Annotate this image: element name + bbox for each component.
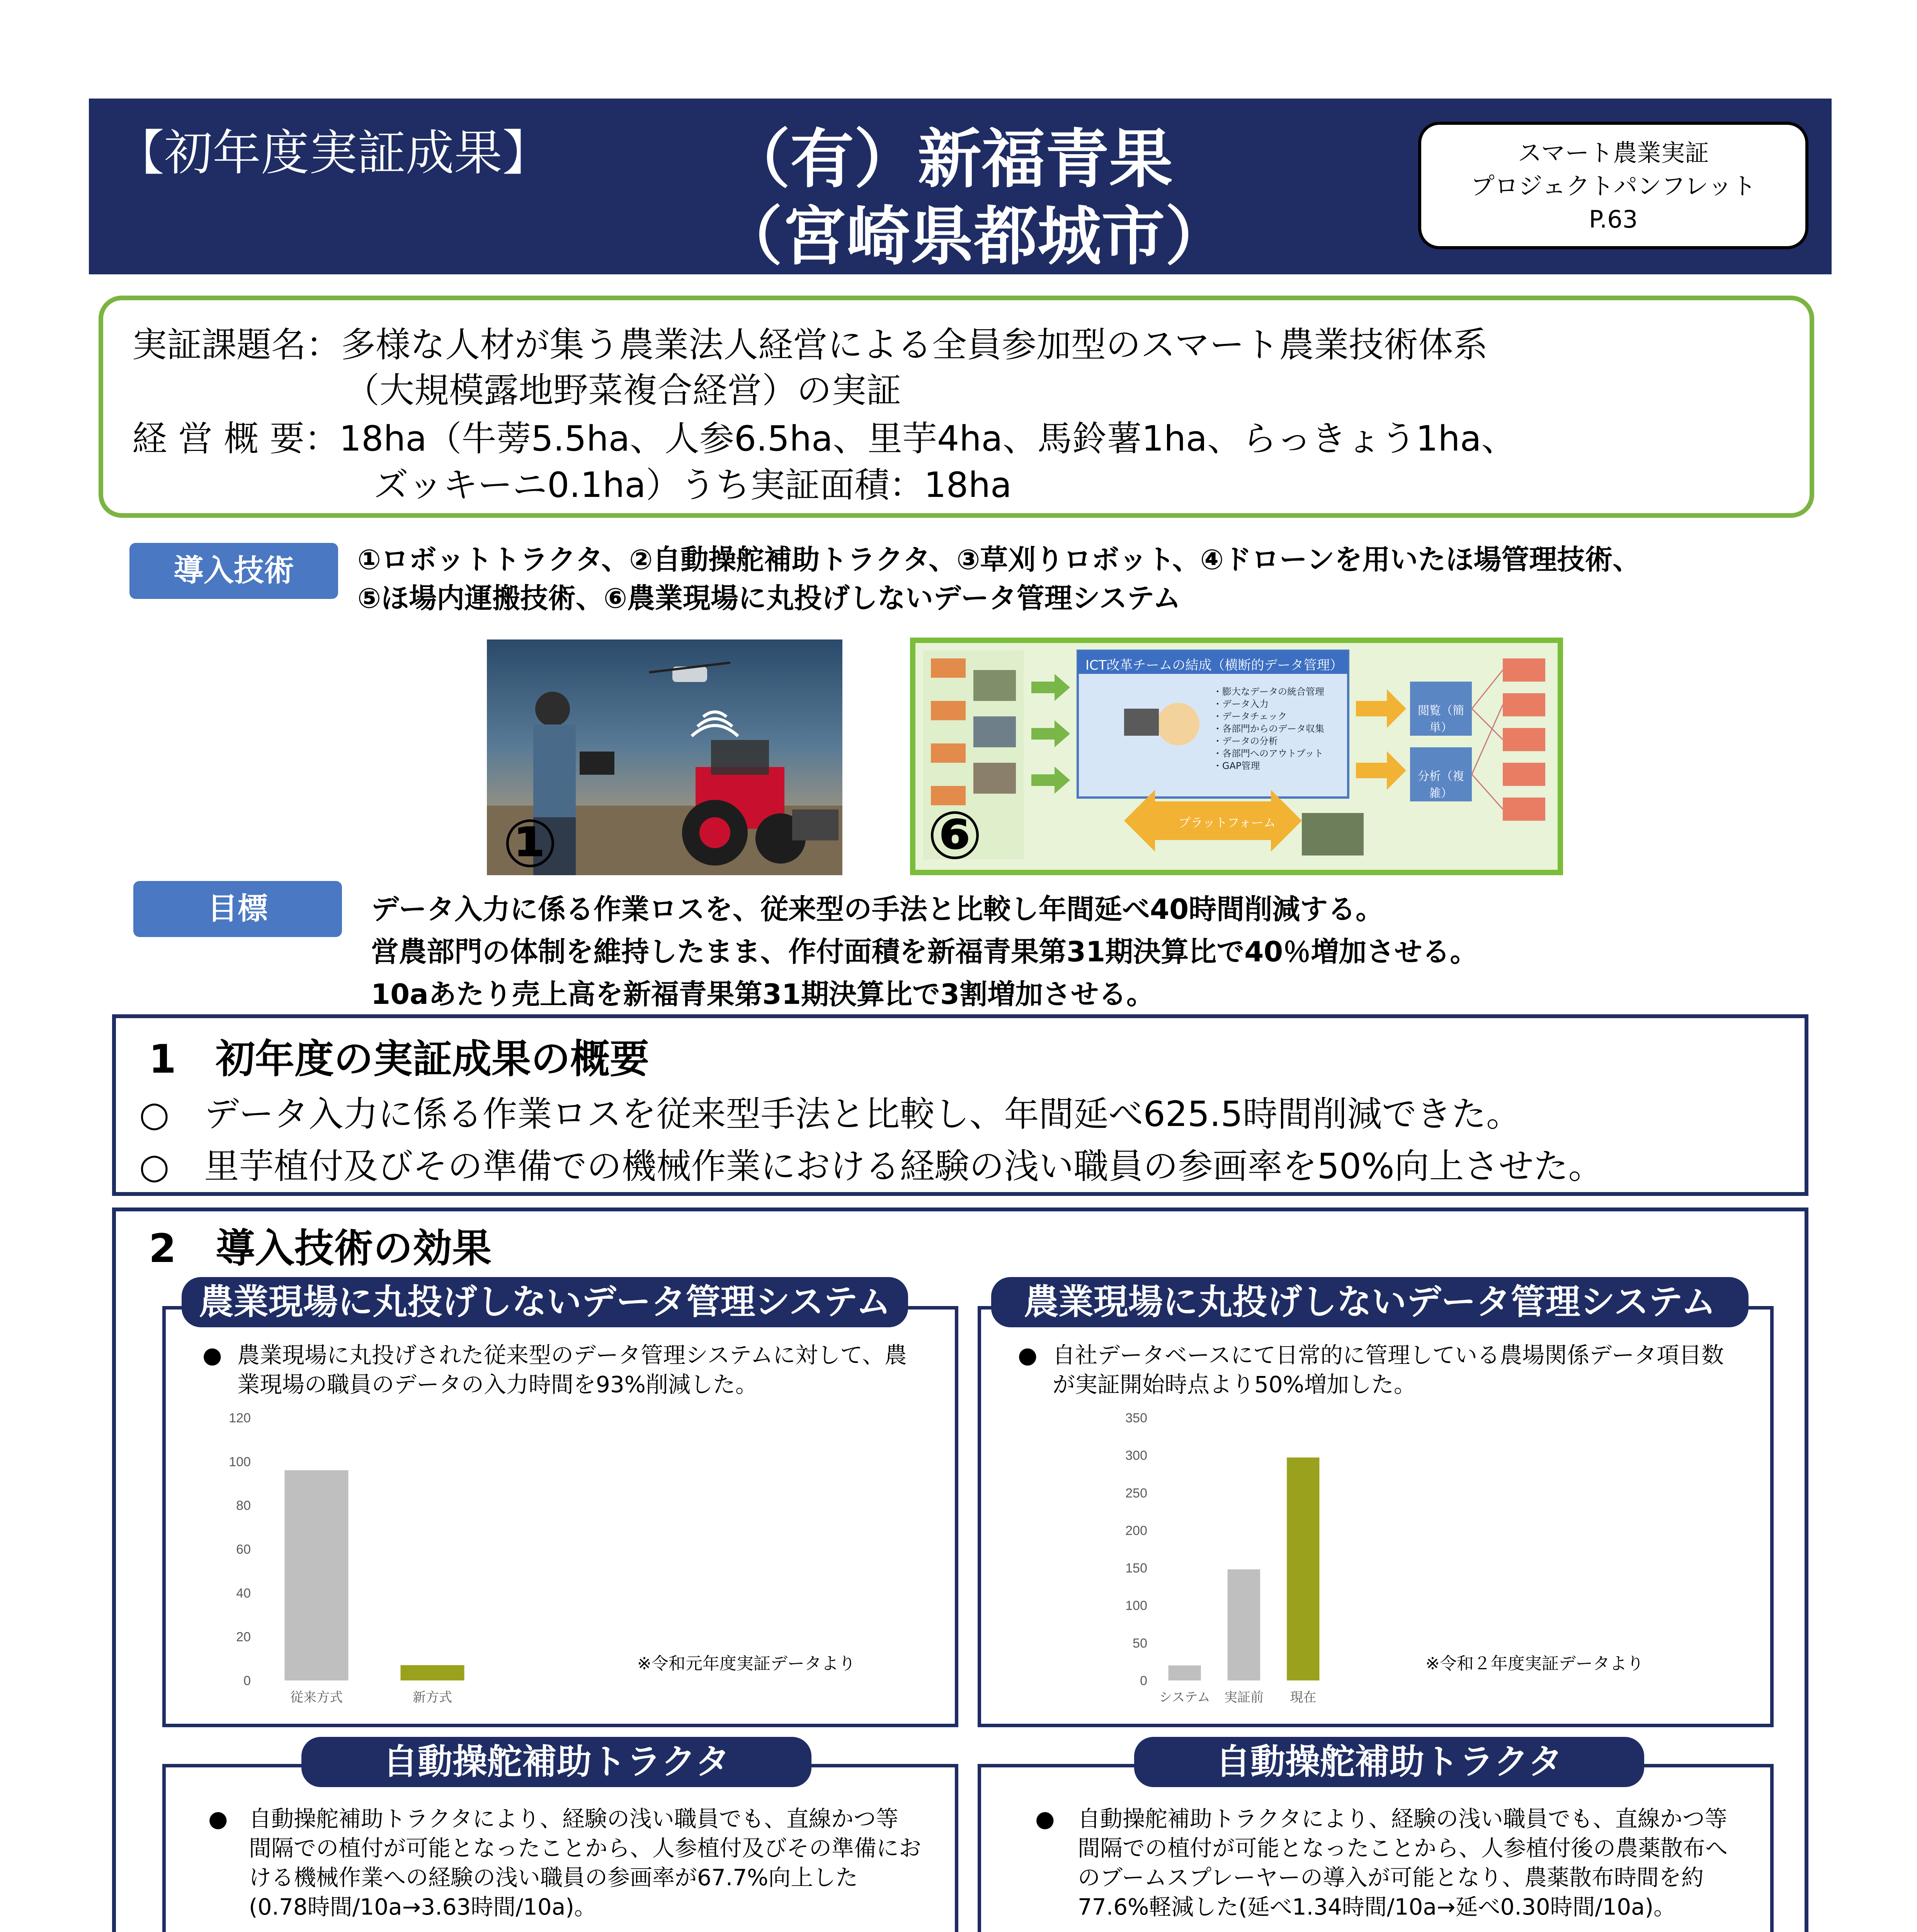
panel-description <box>1078 1804 1773 1922</box>
pamphlet-page: P.63 <box>1589 205 1638 233</box>
header-banner <box>89 99 1832 274</box>
panel-text-line: が実証開始時点より50%増加した。 <box>1053 1371 1416 1398</box>
diagram-platform: プラットフォーム <box>1178 815 1276 830</box>
panel-data-system-2 <box>978 1306 1774 1727</box>
tech-badge: 導入技術 <box>129 543 338 599</box>
x-category-label: 従来方式 <box>290 1690 343 1705</box>
diagram-task: ・データチェック <box>1213 711 1287 722</box>
x-category-label: システム <box>1159 1690 1210 1705</box>
pamphlet-line: スマート農業実証 <box>1517 139 1709 167</box>
panel-text-line: (0.78時間/10a→3.63時間/10a)。 <box>249 1894 597 1920</box>
diagram-task: ・膨大なデータの統合管理 <box>1213 686 1324 697</box>
summary-theme-cont: （大規模露地野菜複合経営）の実証 <box>345 370 901 411</box>
diagram-task: ・データの分析 <box>1213 736 1278 747</box>
page-subtitle-location: （宮崎県都城市） <box>719 199 1229 274</box>
panel-text-line: 自社データベースにて日常的に管理している農場関係データ項目数 <box>1053 1342 1724 1368</box>
bar <box>1228 1569 1260 1680</box>
tech-list-line: ①ロボットトラクタ、②自動操舵補助トラクタ、③草刈りロボット、④ドローンを用いたほ場管理技術、 <box>357 543 1641 576</box>
bar <box>1169 1665 1201 1680</box>
diagram-analysis: 分析（複雑） <box>1418 770 1464 800</box>
chart-data-items <box>1120 1410 1337 1708</box>
goal-line: データ入力に係る作業ロスを、従来型の手法と比較し年間延べ40時間削減する。 <box>371 893 1384 925</box>
panel-auto-steer-1 <box>162 1764 958 1932</box>
diagram-task: ・各部門からのデータ収集 <box>1213 723 1324 734</box>
panel-auto-steer-2 <box>978 1764 1774 1932</box>
diagram-task: ・各部門へのアウトプット <box>1213 748 1323 759</box>
panel-text-line: 自動操舵補助トラクタにより、経験の浅い職員でも、直線かつ等 <box>1078 1806 1727 1832</box>
x-category-label: 現在 <box>1290 1690 1317 1705</box>
y-tick-label: 200 <box>1125 1523 1147 1538</box>
diagram-task: ・データ入力 <box>1213 699 1269 709</box>
goal-line: 10aあたり売上高を新福青果第31期決算比で3割増加させる。 <box>371 978 1155 1010</box>
photo6-label: ⑥ <box>927 798 983 874</box>
panel-heading: 自動操舵補助トラクタ <box>1134 1737 1644 1787</box>
panel-bullet: ● <box>1018 1342 1038 1368</box>
panel-bullet: ● <box>1035 1806 1055 1832</box>
photo1-label: ① <box>502 806 558 875</box>
goal-line: 営農部門の体制を維持したまま、作付面積を新福青果第31期決算比で40％増加させる。 <box>371 935 1478 968</box>
y-tick-label: 20 <box>236 1629 251 1645</box>
diagram-task-list <box>1213 685 1324 772</box>
y-tick-label: 0 <box>1140 1673 1147 1688</box>
bar <box>1287 1458 1319 1680</box>
panel-description <box>249 1804 944 1922</box>
panel-text-line: 間隔での植付が可能となったことから、人参植付及びその準備にお <box>249 1835 922 1861</box>
y-tick-label: 250 <box>1125 1486 1147 1501</box>
y-tick-label: 0 <box>243 1673 251 1688</box>
summary-theme: 実証課題名：多様な人材が集う農業法人経営による全員参加型のスマート農業技術体系 <box>132 325 1488 365</box>
y-tick-label: 300 <box>1125 1448 1147 1463</box>
y-tick-label: 100 <box>229 1454 251 1469</box>
y-tick-label: 80 <box>236 1498 251 1513</box>
panel-heading: 自動操舵補助トラクタ <box>301 1737 811 1787</box>
summary-overview-cont: ズッキーニ0.1ha）うち実証面積：18ha <box>374 465 1012 505</box>
tech-list-line: ⑤ほ場内運搬技術、⑥農業現場に丸投げしないデータ管理システム <box>357 582 1181 614</box>
pamphlet-line: プロジェクトパンフレット <box>1470 172 1756 200</box>
x-category-label: 新方式 <box>413 1690 452 1705</box>
panel-heading: 農業現場に丸投げしないデータ管理システム <box>991 1277 1749 1327</box>
y-tick-label: 100 <box>1125 1598 1147 1613</box>
panel-text-line: 業現場の職員のデータの入力時間を93%削減した。 <box>237 1371 758 1398</box>
section-2-title: 2 導入技術の効果 <box>149 1226 492 1272</box>
data-management-diagram <box>910 638 1563 875</box>
bar-chart-svg <box>1120 1410 1337 1708</box>
page-title: （有）新福青果 <box>726 122 1173 196</box>
bar-chart-svg <box>224 1410 494 1708</box>
goal-badge: 目標 <box>133 881 342 937</box>
summary-box <box>99 296 1814 518</box>
panel-heading: 農業現場に丸投げしないデータ管理システム <box>182 1277 908 1327</box>
summary-overview: 経 営 概 要：18ha（牛蒡5.5ha、人参6.5ha、里芋4ha、馬鈴薯1ha、らっきょう1ha、 <box>132 418 1516 459</box>
section-1-box <box>112 1014 1808 1196</box>
panel-text-line: のブームスプレーヤーの導入が可能となり、農薬散布時間を約 <box>1078 1864 1704 1891</box>
panel-note: ※令和元年度実証データより <box>637 1654 856 1673</box>
y-tick-label: 350 <box>1125 1411 1147 1425</box>
panel-note: ※令和２年度実証データより <box>1425 1654 1644 1673</box>
x-category-label: 実証前 <box>1224 1690 1264 1705</box>
y-tick-label: 150 <box>1125 1561 1147 1576</box>
panel-text-line: 自動操舵補助トラクタにより、経験の浅い職員でも、直線かつ等 <box>249 1806 898 1832</box>
panel-description <box>237 1340 941 1399</box>
y-tick-label: 60 <box>236 1542 251 1557</box>
section-1-title: 1 初年度の実証成果の概要 <box>149 1036 649 1082</box>
y-tick-label: 40 <box>236 1586 251 1601</box>
panel-text-line: 間隔での植付が可能となったことから、人参植付後の農薬散布へ <box>1078 1835 1728 1861</box>
panel-bullet: ● <box>208 1806 228 1832</box>
panel-description <box>1053 1340 1764 1399</box>
bar <box>285 1470 349 1680</box>
robot-tractor-photo <box>487 639 842 875</box>
panel-text-line: 農業現場に丸投げされた従来型のデータ管理システムに対して、農 <box>237 1342 907 1368</box>
panel-bullet: ● <box>202 1342 222 1368</box>
panel-data-system-1 <box>162 1306 958 1727</box>
chart-input-time <box>224 1410 494 1708</box>
header-category: 【初年度実証成果】 <box>116 125 551 181</box>
diagram-header: ICT改革チームの結成（横断的データ管理） <box>1085 658 1343 673</box>
diagram-view: 閲覧（簡単） <box>1418 704 1464 735</box>
panel-text-line: 77.6%軽減した(延べ1.34時間/10a→延べ0.30時間/10a)。 <box>1078 1894 1676 1920</box>
panel-text-line: ける機械作業への経験の浅い職員の参画率が67.7%向上した <box>249 1864 858 1891</box>
section-1-item: ○ データ入力に係る作業ロスを従来型手法と比較し、年間延べ625.5時間削減できた。 <box>139 1094 1521 1134</box>
bar <box>401 1665 464 1680</box>
y-tick-label: 120 <box>229 1411 251 1425</box>
diagram-task: ・GAP管理 <box>1213 760 1260 771</box>
pamphlet-reference-box <box>1418 122 1808 249</box>
y-tick-label: 50 <box>1133 1636 1147 1651</box>
section-1-item: ○ 里芋植付及びその準備での機械作業における経験の浅い職員の参画率を50%向上させた。 <box>139 1146 1603 1187</box>
